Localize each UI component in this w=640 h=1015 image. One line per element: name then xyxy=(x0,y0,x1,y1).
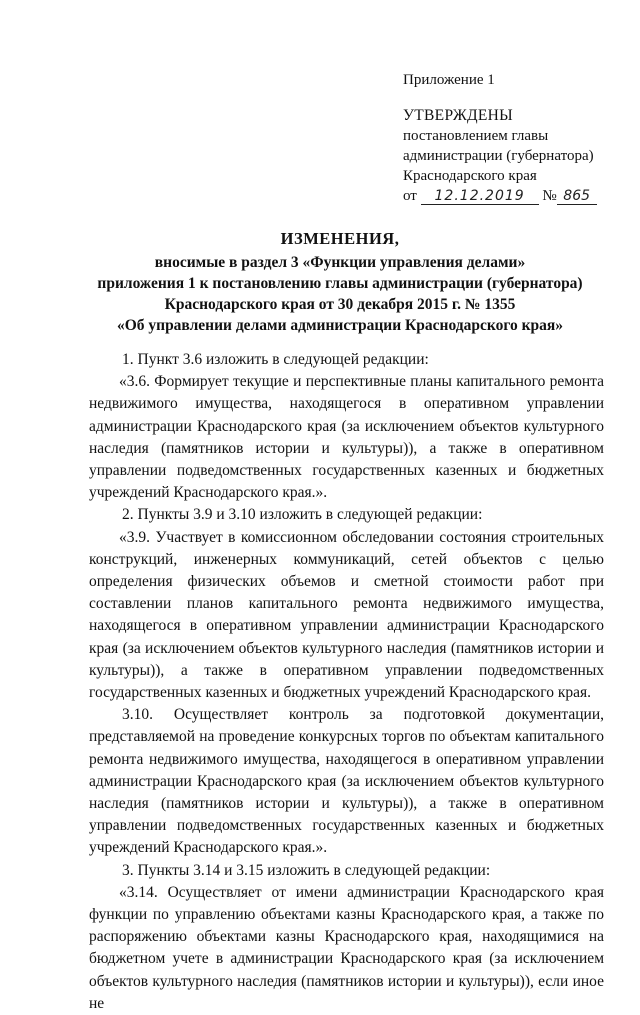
body-paragraph: 3. Пункты 3.14 и 3.15 изложить в следующей редакции: xyxy=(122,861,491,879)
appendix-label: Приложение 1 xyxy=(403,72,495,88)
body-paragraph: «3.9. Участвует в комиссионном обследовании состояния строительных конструкций, инженерных коммуникаций, сетей объектов с целью определения физических объемов и сметной стоимости работ при составлении планов капитального ремонта недвижимого имущества, находящегося в оперативном управлении администрации Краснодарского края (за исключением объектов культурного наследия (памятников истории и культуры)), а также в оперативном управлении подведомственных государственных казенных и бюджетных учреждений Краснодарского края. xyxy=(89,528,604,702)
title-heading: ИЗМЕНЕНИЯ, xyxy=(280,229,400,248)
document-title xyxy=(60,228,620,336)
approval-line: Краснодарского края xyxy=(403,168,537,184)
title-line: Краснодарского края от 30 декабря 2015 г. № 1355 xyxy=(164,296,516,313)
title-line: вносимые в раздел 3 «Функции управления делами» xyxy=(154,254,526,271)
number-label: № xyxy=(542,188,557,204)
body-paragraph: «3.6. Формирует текущие и перспективные планы капитального ремонта недвижимого имущества, находящегося в оперативном управлении администрации Краснодарского края (за исключением объектов культурного наследия (памятников истории и культуры)), а также в оперативном управлении подведомственных государственных казенных и бюджетных учреждений Краснодарского края.». xyxy=(89,373,604,502)
document-body xyxy=(89,349,604,1015)
approval-block xyxy=(403,70,633,206)
body-paragraph: 2. Пункты 3.9 и 3.10 изложить в следующей редакции: xyxy=(122,506,483,524)
body-paragraph: 1. Пункт 3.6 изложить в следующей редакции: xyxy=(122,351,429,368)
from-label: от xyxy=(403,188,417,204)
approval-line: администрации (губернатора) xyxy=(403,148,594,164)
approved-label: УТВЕРЖДЕНЫ xyxy=(403,107,513,124)
body-paragraph: 3.10. Осуществляет контроль за подготовкой документации, представляемой на проведение конкурсных торгов по объектам капитального ремонта недвижимого имущества, находящегося в оперативном управлении администрации Краснодарского края (за исключением объектов культурного наследия (памятников истории и культуры)), а также в оперативном управлении подведомственных государственных казенных и бюджетных учреждений Краснодарского края.». xyxy=(89,706,604,857)
handwritten-number: 865 xyxy=(557,189,597,205)
date-number-line xyxy=(403,186,633,206)
approval-line: постановлением главы xyxy=(403,128,549,144)
handwritten-date: 12.12.2019 xyxy=(421,189,539,205)
title-line: «Об управлении делами администрации Краснодарского края» xyxy=(116,317,564,334)
title-line: приложения 1 к постановлению главы администрации (губернатора) xyxy=(97,275,583,292)
body-paragraph: «3.14. Осуществляет от имени администрации Краснодарского края функции по управлению объектами казны Краснодарского края, а также по распоряжению объектами казны Краснодарского края, находящимися на бюджетном учете в администрации Краснодарского края (за исключением объектов культурного наследия (памятников истории и культуры)), если иное не xyxy=(89,883,604,1012)
